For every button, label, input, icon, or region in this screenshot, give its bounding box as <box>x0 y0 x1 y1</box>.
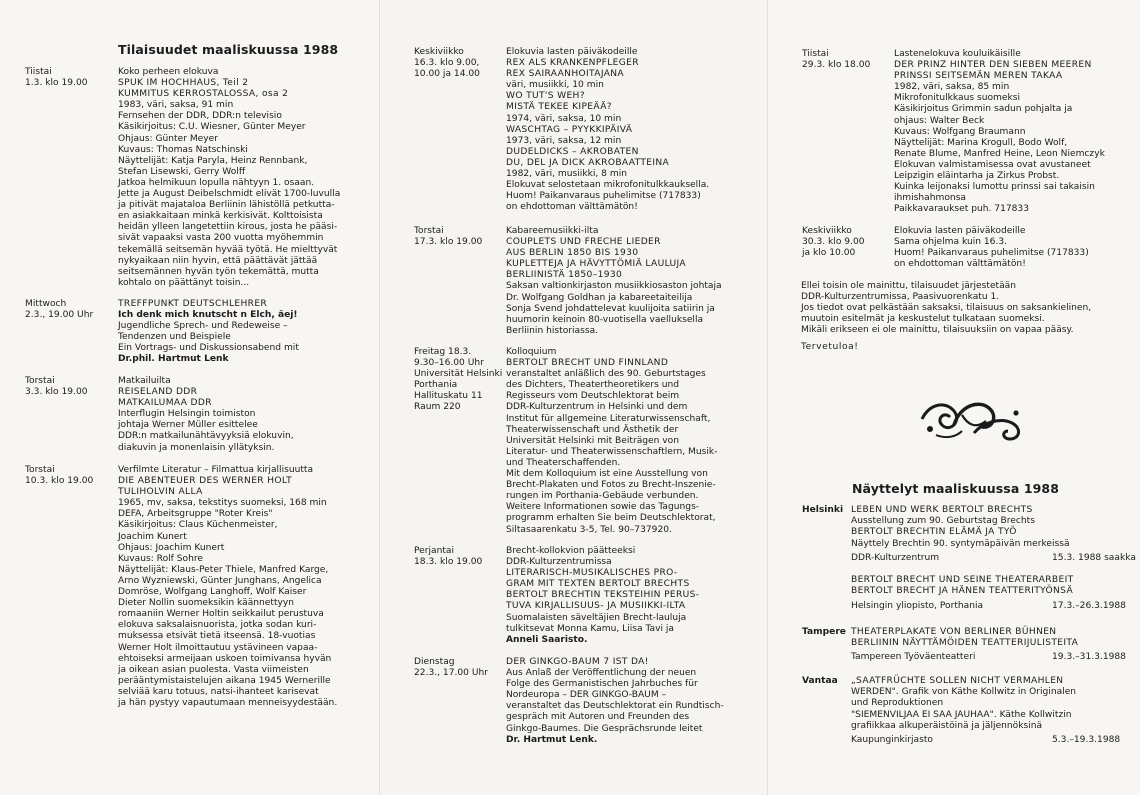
event-text: Joachim Kunert <box>118 531 187 542</box>
event-text: Dr.phil. Hartmut Lenk <box>118 354 229 365</box>
event-text: Regisseurs vom Deutschlektorat beim <box>506 391 680 402</box>
event-text: Sama ohjelma kuin 16.3. <box>894 237 1008 248</box>
event-date-line: ja klo 10.00 <box>802 248 856 259</box>
event-text: Ein Vortrags- und Diskussionsabend mit <box>118 343 299 354</box>
event-date-line: 10.00 ja 14.00 <box>414 69 480 80</box>
event-date <box>25 299 93 321</box>
event-date-line: 9.30–16.00 Uhr <box>414 358 484 369</box>
exhibition-dates: 15.3. 1988 saakka <box>1052 552 1136 563</box>
event-description <box>506 226 722 337</box>
event-description <box>506 657 724 746</box>
event-text: Käsikirjoitus: C.U. Wiesner, Günter Meyer <box>118 122 306 133</box>
exhibition-city: Helsinki <box>802 505 844 515</box>
event-text: 1965, mv, saksa, tekstitys suomeksi, 168 min <box>118 498 327 509</box>
event-description <box>118 299 299 366</box>
event-text: väri, musiikki, 10 min <box>506 80 604 91</box>
event-text: Interflugin Helsingin toimiston <box>118 409 256 420</box>
event-text: DDR-Kulturzentrum in Helsinki und dem <box>506 402 688 413</box>
event-title: TREFFPUNKT DEUTSCHLEHRER <box>118 299 268 309</box>
event-text: nykyaikaan niin hyvin, että päättävät jättää <box>118 255 318 266</box>
exhibition-dates: 17.3.–26.3.1988 <box>1052 600 1126 611</box>
event-title: GRAM MIT TEXTEN BERTOLT BRECHTS <box>506 579 690 590</box>
event-text: ja oikean asian puolesta. Vasta viimeisten <box>118 664 309 675</box>
event-text: Arno Wyzniewski, Günter Junghans, Angelica <box>118 575 322 586</box>
event-date-line: 10.3. klo 19.00 <box>25 476 94 487</box>
event-text: Ich denk mich knutscht n Elch, äej! <box>118 310 298 321</box>
event-title: KUMMITUS KERROSTALOSSA, osa 2 <box>118 89 289 100</box>
event-description <box>506 47 709 213</box>
event-text: heidän ylleen langetettiin kirous, josta he pääsi- <box>118 222 338 233</box>
event-title: WASCHTAG – PYYKKIPÄIVÄ <box>506 124 633 135</box>
exhibition-text: WERDEN". Grafik von Käthe Kollwitz in Originalen <box>851 687 1077 698</box>
event-text: romaaniin Werner Holtin seikkailut perustuva <box>118 609 324 620</box>
event-date-line: Hallituskatu 11 <box>414 391 483 402</box>
event-date-line: 29.3. klo 18.00 <box>802 60 871 71</box>
event-title: DIE ABENTEUER DES WERNER HOLT <box>118 476 292 487</box>
event-text: 1982, väri, saksa, 85 min <box>894 82 1010 93</box>
event-text: Ginkgo-Baumes. Die Gesprächsrunde leitet <box>506 723 703 734</box>
event-date <box>802 226 865 259</box>
event-description <box>118 67 340 289</box>
event-text: Sonja Svend johdattelevat kuulijoita satiirin ja <box>506 303 715 314</box>
event-text: Folge des Germanistischen Jahrbuches für <box>506 679 698 690</box>
event-text: Institut für allgemeine Literaturwissenschaft, <box>506 413 711 424</box>
event-text: elokuva saksalaisnuorista, jotka sodan kuri- <box>118 620 317 631</box>
event-text: programm erhalten Sie beim Deutschlektorat, <box>506 513 716 524</box>
event-title: MATKAILUMAA DDR <box>118 398 212 409</box>
event-text: Brecht-kollokvion päätteeksi <box>506 546 636 556</box>
exhibition-title: „SAATFRÜCHTE SOLLEN NICHT VERMAHLEN <box>851 676 1064 686</box>
event-text: kohtalo on päättänyt toisin... <box>118 277 250 288</box>
event-text: Huom! Paikanvaraus puhelimitse (717833) <box>506 191 701 202</box>
exhibition-city: Tampere <box>802 627 846 637</box>
event-title: REISELAND DDR <box>118 387 198 398</box>
event-text: Kuvaus: Thomas Natschinski <box>118 144 248 155</box>
event-text: Koko perheen elokuva <box>118 67 219 77</box>
exhibition-text: Ausstellung zum 90. Geburtstag Brechts <box>851 516 1035 527</box>
event-text: Kolloquium <box>506 347 557 357</box>
event-text: Dr. Hartmut Lenk. <box>506 734 598 745</box>
event-title: LITERARISCH-MUSIKALISCHES PRO- <box>506 568 678 579</box>
event-text: ja pitivät majataloa Berliinin lähistöllä petkutta- <box>118 200 335 211</box>
event-title: MISTÄ TEKEE KIPEÄÄ? <box>506 102 612 113</box>
event-description <box>506 347 717 536</box>
event-text: ohjaus: Walter Beck <box>894 115 985 126</box>
notice-line: Mikäli erikseen ei ole mainittu, tilaisuuksiin on vapaa pääsy. <box>801 325 1074 336</box>
event-text: 1982, väri, musiikki, 8 min <box>506 169 628 180</box>
event-text: 1974, väri, saksa, 10 min <box>506 113 622 124</box>
event-text: Ohjaus: Joachim Kunert <box>118 542 225 553</box>
event-text: muksessa etsivät tietä itseensä. 18-vuotias <box>118 631 316 642</box>
notice-line: Ellei toisin ole mainittu, tilaisuudet järjestetään <box>801 281 1017 291</box>
exhibition-city: Vantaa <box>802 676 838 686</box>
event-text: rungen im Porthania-Gebäude verbunden. <box>506 491 699 502</box>
event-text: on ehdottoman välttämätön! <box>894 259 1026 270</box>
event-description <box>894 49 1105 215</box>
event-text: Kuvaus: Rolf Sohre <box>118 553 204 564</box>
notice-line: DDR-Kulturzentrumissa, Paasivuorenkatu 1. <box>801 292 1000 303</box>
exhibition-dates: 5.3.–19.3.1988 <box>1052 734 1121 745</box>
event-text: Jatkoa helmikuun lopulla nähtyyn 1. osaan. <box>118 177 315 188</box>
event-date-line: 1.3. klo 19.00 <box>25 78 88 89</box>
event-text: perääntymistaistelujen aikana 1945 Wernerille <box>118 675 331 686</box>
exhibition-text: Helsingin yliopisto, Porthania <box>851 600 984 611</box>
exhibition-title: THEATERPLAKATE VON BERLINER BÜHNEN <box>851 627 1057 637</box>
event-text: Literatur- und Theaterwissenschaftlern, Musik- <box>506 446 718 457</box>
event-text: Dr. Wolfgang Goldhan ja kabareetaiteilija <box>506 292 693 303</box>
event-text: Berliinin historiassa. <box>506 325 599 336</box>
exhibition-text: und Reproduktionen <box>851 698 944 709</box>
event-date-line: Keskiviikko <box>802 226 852 236</box>
exhibition-text: Kaupunginkirjasto <box>851 734 933 745</box>
event-date <box>414 657 488 679</box>
event-title: REX ALS KRANKENPFLEGER <box>506 58 639 69</box>
event-title: DER PRINZ HINTER DEN SIEBEN MEEREN <box>894 60 1092 71</box>
event-text: Jette ja August Deibelschmidt elivät 1700-luvulla <box>118 189 341 200</box>
event-text: Saksan valtionkirjaston musiikkiosaston johtaja <box>506 281 722 292</box>
ornament-icon <box>916 395 1028 449</box>
event-text: Aus Anlaß der Veröffentlichung der neuen <box>506 668 697 679</box>
event-date-line: Dienstag <box>414 657 455 667</box>
event-text: Käsikirjoitus: Claus Küchenmeister, <box>118 520 278 531</box>
event-text: Leipzigin eläintarha ja Zirkus Probst. <box>894 171 1060 182</box>
event-text: DDR:n matkailunähtävyyksiä elokuvin, <box>118 431 294 442</box>
event-text: Tendenzen und Beispiele <box>118 332 231 343</box>
event-date-line: Raum 220 <box>414 402 461 413</box>
event-text: Mikrofonitulkkaus suomeksi <box>894 93 1021 104</box>
notice-line: muutoin esitelmät ja keskustelut tulkataan suomeksi. <box>801 314 1045 325</box>
event-text: Universität Helsinki mit Beiträgen von <box>506 435 679 446</box>
event-text: selviää karu totuus, natsi-ihanteet karisevat <box>118 686 319 697</box>
event-text: des Dichters, Theatertheoretikers und <box>506 380 680 391</box>
event-text: Mit dem Kolloquium ist eine Ausstellung von <box>506 469 708 480</box>
event-text: Anneli Saaristo. <box>506 634 588 645</box>
event-text: ihmishahmonsa <box>894 193 967 204</box>
event-date-line: 2.3., 19.00 Uhr <box>25 310 94 321</box>
event-text: tulkitsevat Monna Kamu, Liisa Tavi ja <box>506 623 674 634</box>
event-date <box>414 47 480 80</box>
event-title: DUDELDICKS – AKROBATEN <box>506 146 639 157</box>
event-text: diakuvin ja monenlaisin yllätyksin. <box>118 442 275 453</box>
event-description <box>506 546 699 646</box>
event-text: Huom! Paikanvaraus puhelimitse (717833) <box>894 248 1089 259</box>
event-text: Lastenelokuva kouluikäisille <box>894 49 1021 59</box>
event-date <box>802 49 870 71</box>
event-text: Käsikirjoitus Grimmin sadun pohjalta ja <box>894 104 1073 115</box>
event-title: SPUK IM HOCHHAUS, Teil 2 <box>118 78 249 89</box>
event-title: PRINSSI SEITSEMÄN MEREN TAKAA <box>894 71 1063 82</box>
event-text: gespräch mit Autoren und Freunden des <box>506 712 690 723</box>
event-text: Siltasaarenkatu 3-5, Tel. 90–737920. <box>506 524 672 535</box>
exhibition-text: Tampereen Työväenteatteri <box>851 652 976 663</box>
notice-line: Jos tiedot ovat pelkästään saksaksi, tilaisuus on saksankielinen, <box>801 303 1092 314</box>
event-text: tekemällä seitsemän hyvää työtä. He mielttyvät <box>118 244 338 255</box>
event-text: Näyttelijät: Katja Paryla, Heinz Rennbank, <box>118 155 308 166</box>
event-text: Werner Holt ilmoittautuu ystävineen vapaa- <box>118 642 318 653</box>
event-date-line: Torstai <box>414 226 444 236</box>
event-date <box>25 67 88 89</box>
event-title: DER GINKGO-BAUM 7 IST DA! <box>506 657 649 667</box>
event-text: 1973, väri, saksa, 12 min <box>506 135 622 146</box>
event-text: Kabareemusiikki-ilta <box>506 226 599 236</box>
event-text: Ohjaus: Günter Meyer <box>118 133 218 144</box>
event-text: en asiakkaitaan minkä kerkisivät. Kolttoisista <box>118 211 323 222</box>
event-text: ja hän pystyy vapautumaan menneisyydestään. <box>118 697 338 708</box>
event-text: Elokuvan valmistamisessa ovat avustaneet <box>894 159 1091 170</box>
event-text: Elokuvat selostetaan mikrofonitulkkauksella. <box>506 180 710 191</box>
event-text: Dieter Nollin suomeksikin käännettyyn <box>118 598 295 609</box>
event-text: huumorin keinoin 80-vuotisella vaelluksella <box>506 314 704 325</box>
event-date <box>25 465 93 487</box>
event-date <box>414 226 482 248</box>
event-date <box>414 347 502 414</box>
event-date <box>25 376 88 398</box>
event-date-line: 17.3. klo 19.00 <box>414 237 483 248</box>
event-title: BERLIINISTÄ 1850–1930 <box>506 270 623 281</box>
event-text: Stefan Lisewski, Gerry Wolff <box>118 166 246 177</box>
event-date-line: Mittwoch <box>25 299 67 309</box>
event-text: Kuinka leijonaksi lumottu prinssi sai takaisin <box>894 182 1095 193</box>
event-title: COUPLETS UND FRECHE LIEDER <box>506 237 661 248</box>
event-date-line: Universität Helsinki <box>414 369 503 380</box>
event-text: Theaterwissenschaft und Ästhetik der <box>506 424 679 435</box>
event-description <box>118 376 294 454</box>
event-text: DDR-Kulturzentrumissa <box>506 557 612 568</box>
event-text: Matkailuilta <box>118 376 171 386</box>
event-title: WO TUT'S WEH? <box>506 91 585 102</box>
event-date-line: 30.3. klo 9.00 <box>802 237 865 248</box>
event-text: johtaja Werner Müller esittelee <box>118 420 258 431</box>
event-date-line: 22.3., 17.00 Uhr <box>414 668 489 679</box>
event-text: Brecht-Plakaten und Fotos zu Brecht-Inszenie- <box>506 480 716 491</box>
event-date-line: Perjantai <box>414 546 455 556</box>
event-text: on ehdottoman välttämätön! <box>506 202 638 213</box>
event-text: Fernsehen der DDR, DDR:n televisio <box>118 111 282 122</box>
event-date-line: 3.3. klo 19.00 <box>25 387 88 398</box>
event-text: Kuvaus: Wolfgang Braumann <box>894 126 1026 137</box>
exhibition-title: LEBEN UND WERK BERTOLT BRECHTS <box>851 505 1033 515</box>
event-text: veranstaltet das Deutschlektorat ein Rundtisch- <box>506 701 724 712</box>
event-date-line: Torstai <box>25 376 55 386</box>
event-date-line: Keskiviikko <box>414 47 464 57</box>
event-date-line: 18.3. klo 19.00 <box>414 557 483 568</box>
event-title: DU, DEL JA DICK AKROBAATTEINA <box>506 157 670 168</box>
event-date-line: Tiistai <box>802 49 829 59</box>
event-title: TUVA KIRJALLISUUS- JA MUSIIKKI-ILTA <box>506 601 686 612</box>
event-text: Suomalaisten säveltäjien Brecht-lauluja <box>506 612 687 623</box>
event-text: DEFA, Arbeitsgruppe "Roter Kreis" <box>118 509 273 520</box>
event-description <box>894 226 1089 270</box>
event-text: Renate Blume, Manfred Heine, Leon Niemczyk <box>894 148 1105 159</box>
exhibition-title: BERLIININ NÄYTTÄMÖIDEN TEATTERIJULISTEITA <box>851 638 1079 649</box>
event-title: BERTOLT BRECHTIN TEKSTEIHIN PERUS- <box>506 590 700 601</box>
exhibition-text: DDR-Kulturzentrum <box>851 552 940 563</box>
events-heading: Tilaisuudet maaliskuussa 1988 <box>118 42 339 57</box>
event-title: TULIHOLVIN ALLA <box>118 487 203 498</box>
event-text: Nordeuropa – DER GINKGO-BAUM – <box>506 690 667 701</box>
event-date <box>414 546 482 568</box>
event-date-line: 16.3. klo 9.00, <box>414 58 480 69</box>
event-date-line: Freitag 18.3. <box>414 347 472 357</box>
event-date-line: Tiistai <box>25 67 52 77</box>
event-text: Jugendliche Sprech- und Redeweise – <box>118 321 288 332</box>
exhibition-title: BERTOLT BRECHTIN ELÄMÄ JA TYÖ <box>851 527 1017 538</box>
event-text: ehtoiseksi armeijaan uskoen toimivansa hyvän <box>118 653 332 664</box>
event-text: veranstaltet anläßlich des 90. Geburtstages <box>506 369 706 380</box>
welcome-text: Tervetuloa! <box>801 342 859 352</box>
exhibition-title: BERTOLT BRECHT JA HÄNEN TEATTERITYÖNSÄ <box>851 586 1074 597</box>
event-text: sivät vapaaksi vasta 200 vuotta myöhemmin <box>118 233 324 244</box>
event-date-line: Torstai <box>25 465 55 475</box>
event-text: und Theaterschaffenden. <box>506 457 621 468</box>
exhibitions-heading: Näyttelyt maaliskuussa 1988 <box>852 481 1060 496</box>
event-text: Domröse, Wolfgang Langhoff, Wolf Kaiser <box>118 587 307 598</box>
event-date-line: Porthania <box>414 380 458 391</box>
event-text: Verfilmte Literatur – Filmattua kirjallisuutta <box>118 465 314 475</box>
event-text: Weitere Informationen sowie das Tagungs- <box>506 502 700 513</box>
event-text: Näyttelijät: Marina Krogull, Bodo Wolf, <box>894 137 1068 148</box>
event-title: REX SAIRAANHOITAJANA <box>506 69 624 80</box>
exhibition-text: grafiikkaa alkuperäistöinä ja jäljennöksinä <box>851 720 1043 731</box>
event-text: Elokuvia lasten päiväkodeille <box>894 226 1026 236</box>
exhibition-title: BERTOLT BRECHT UND SEINE THEATERARBEIT <box>851 575 1074 586</box>
event-title: BERTOLT BRECHT UND FINNLAND <box>506 358 669 369</box>
exhibition-text: Näyttely Brechtin 90. syntymäpäivän merkeissä <box>851 538 1070 549</box>
event-title: AUS BERLIN 1850 BIS 1930 <box>506 248 639 259</box>
event-description <box>118 465 337 709</box>
exhibition-dates: 19.3.–31.3.1988 <box>1052 652 1126 663</box>
event-title: KUPLETTEJA JA HÄVYTTÖMIÄ LAULUJA <box>506 259 686 270</box>
general-notice <box>801 281 1091 336</box>
event-text: 1983, väri, saksa, 91 min <box>118 100 234 111</box>
event-text: Paikkavaraukset puh. 717833 <box>894 204 1029 215</box>
event-text: seitsemännen hyvän työn tekemättä, mutta <box>118 266 319 277</box>
event-text: Elokuvia lasten päiväkodeille <box>506 47 638 57</box>
event-text: Näyttelijät: Klaus-Peter Thiele, Manfred Karge, <box>118 564 329 575</box>
exhibition-text: "SIEMENVILJAA EI SAA JAUHAA". Käthe Kollwitzin <box>851 709 1072 720</box>
